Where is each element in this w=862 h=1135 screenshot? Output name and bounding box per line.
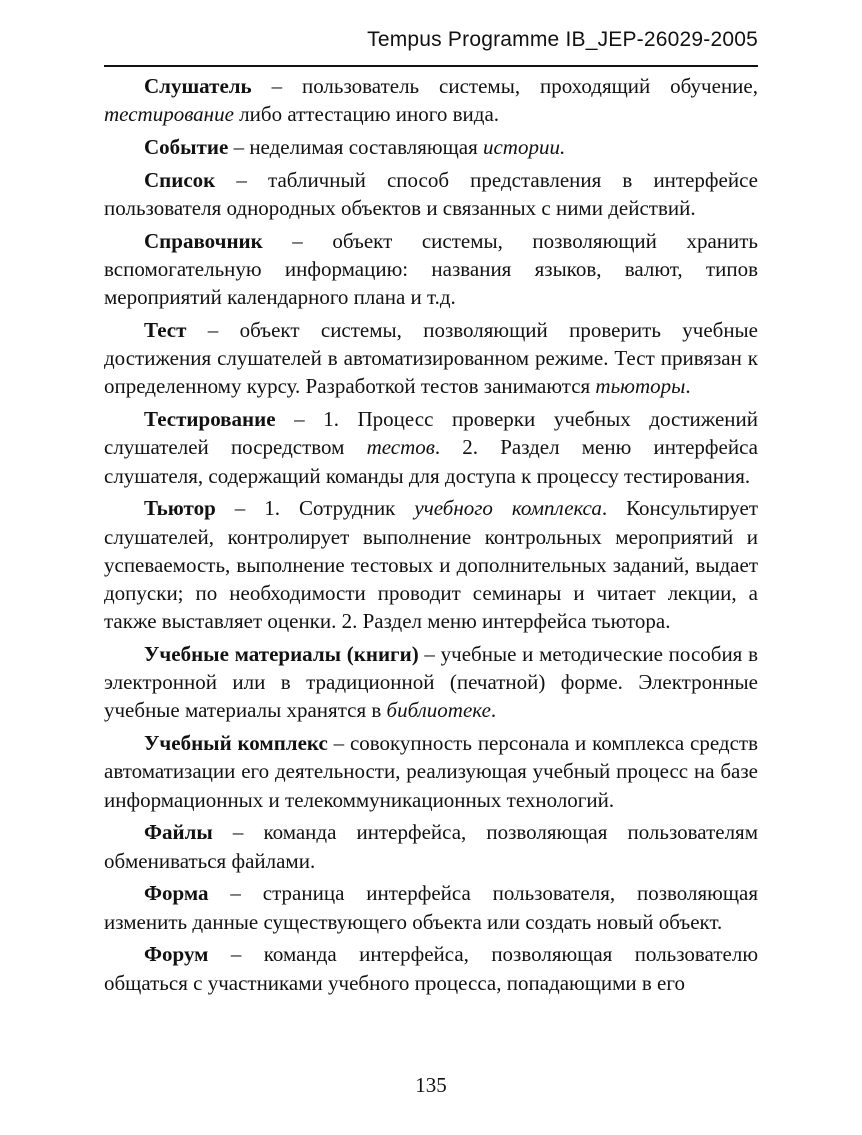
definition-text: страница интерфейса пользователя, позволяющая изменить данные существующего объекта или создать новый объект. (104, 881, 758, 934)
term-dash: – (215, 496, 265, 521)
page-number: 135 (415, 1073, 447, 1097)
definition-italic-reference: учебного комплекса (414, 496, 602, 521)
glossary-term: Учебный комплекс (144, 731, 328, 756)
definition-italic-reference: тестов (366, 435, 435, 460)
glossary-term: Справочник (144, 228, 263, 253)
glossary-entry (104, 405, 758, 490)
definition-text: объект системы, позволяющий хранить вспомогательную информацию: названия языков, валют, типов мероприятий календарного плана и т.д. (104, 228, 759, 310)
glossary-entry (104, 729, 758, 814)
definition-italic-reference: истории. (482, 135, 566, 159)
term-dash: – (212, 820, 264, 845)
glossary-term: Слушатель (144, 74, 252, 98)
term-dash: – (251, 74, 302, 98)
glossary-term: Тест (144, 318, 187, 342)
running-header: Tempus Programme IB_JEP-26029-2005 (367, 28, 758, 51)
term-dash: – (418, 642, 441, 667)
definition-text: 1. Сотрудник (264, 496, 415, 521)
definition-text: табличный способ представления в интерфейсе пользователя однородных объектов и связанных с ними действий. (104, 167, 758, 220)
term-dash: – (228, 135, 250, 159)
glossary-entry (104, 940, 758, 996)
glossary-term: Файлы (144, 820, 213, 845)
definition-text: совокупность персонала и комплекса средств автоматизации его деятельности, реализующая учебный процесс на базе информационных и телекоммуникационных технологий. (104, 731, 759, 812)
glossary-entry (104, 640, 758, 725)
glossary-entry (104, 227, 758, 312)
glossary-term: Тестирование (144, 407, 276, 432)
definition-text: команда интерфейса, позволяющая пользователю общаться с участниками учебного процесса, попадающими в его (104, 942, 759, 995)
definition-text: . (685, 374, 691, 399)
glossary-term: Список (144, 167, 216, 192)
glossary-term: Учебные материалы (книги) (144, 642, 419, 667)
glossary-term: Тьютор (144, 496, 216, 521)
glossary-term: Форма (144, 881, 209, 906)
term-dash: – (262, 228, 333, 253)
definition-italic-reference: тестирование (104, 102, 234, 127)
glossary-entry (104, 133, 758, 161)
definition-text: либо аттестацию иного вида. (233, 102, 500, 127)
glossary-body (104, 72, 758, 1001)
definition-italic-reference: библиотеке (386, 698, 491, 723)
definition-text: . 2. Раздел меню интерфейса слушателя, содержащий команды для доступа к процессу тестирования. (104, 435, 758, 488)
definition-text: . (490, 698, 497, 723)
term-dash: – (275, 407, 324, 432)
term-dash: – (208, 942, 264, 967)
term-dash: – (186, 318, 240, 342)
definition-italic-reference: тьюторы (595, 374, 686, 399)
definition-text: объект системы, позволяющий проверить учебные достижения слушателей в автоматизированном режиме. Тест привязан к определенному курсу. Разработкой тестов занимаются (104, 318, 758, 399)
glossary-entry (104, 879, 758, 935)
definition-text: . Консультирует слушателей, контролирует выполнение контрольных мероприятий и успеваемость, выполнение тестовых и дополнительных заданий, выдает допуски; по необходимости проводит семинары и читает лекции, а также выставляет оценки. 2. Раздел меню интерфейса тьютора. (104, 496, 759, 634)
definition-text: команда интерфейса, позволяющая пользователям обмениваться файлами. (104, 820, 758, 873)
glossary-entry (104, 316, 758, 401)
term-dash: – (215, 167, 269, 192)
glossary-entry (104, 818, 758, 874)
glossary-term: Событие (144, 135, 229, 159)
definition-text: неделимая составляющая (249, 135, 483, 159)
glossary-entry (104, 166, 758, 222)
term-dash: – (208, 881, 263, 906)
definition-text: учебные и методические пособия в электронной или в традиционной (печатной) форме. Электронные учебные материалы хранятся в (104, 642, 758, 723)
header-rule (104, 65, 758, 67)
definition-text: пользователь системы, проходящий обучение, (301, 74, 758, 98)
glossary-entry (104, 494, 758, 635)
term-dash: – (327, 731, 350, 756)
glossary-entry (104, 72, 758, 128)
definition-text: 1. Процесс проверки учебных достижений слушателей посредством (104, 407, 759, 460)
glossary-term: Форум (144, 942, 209, 967)
